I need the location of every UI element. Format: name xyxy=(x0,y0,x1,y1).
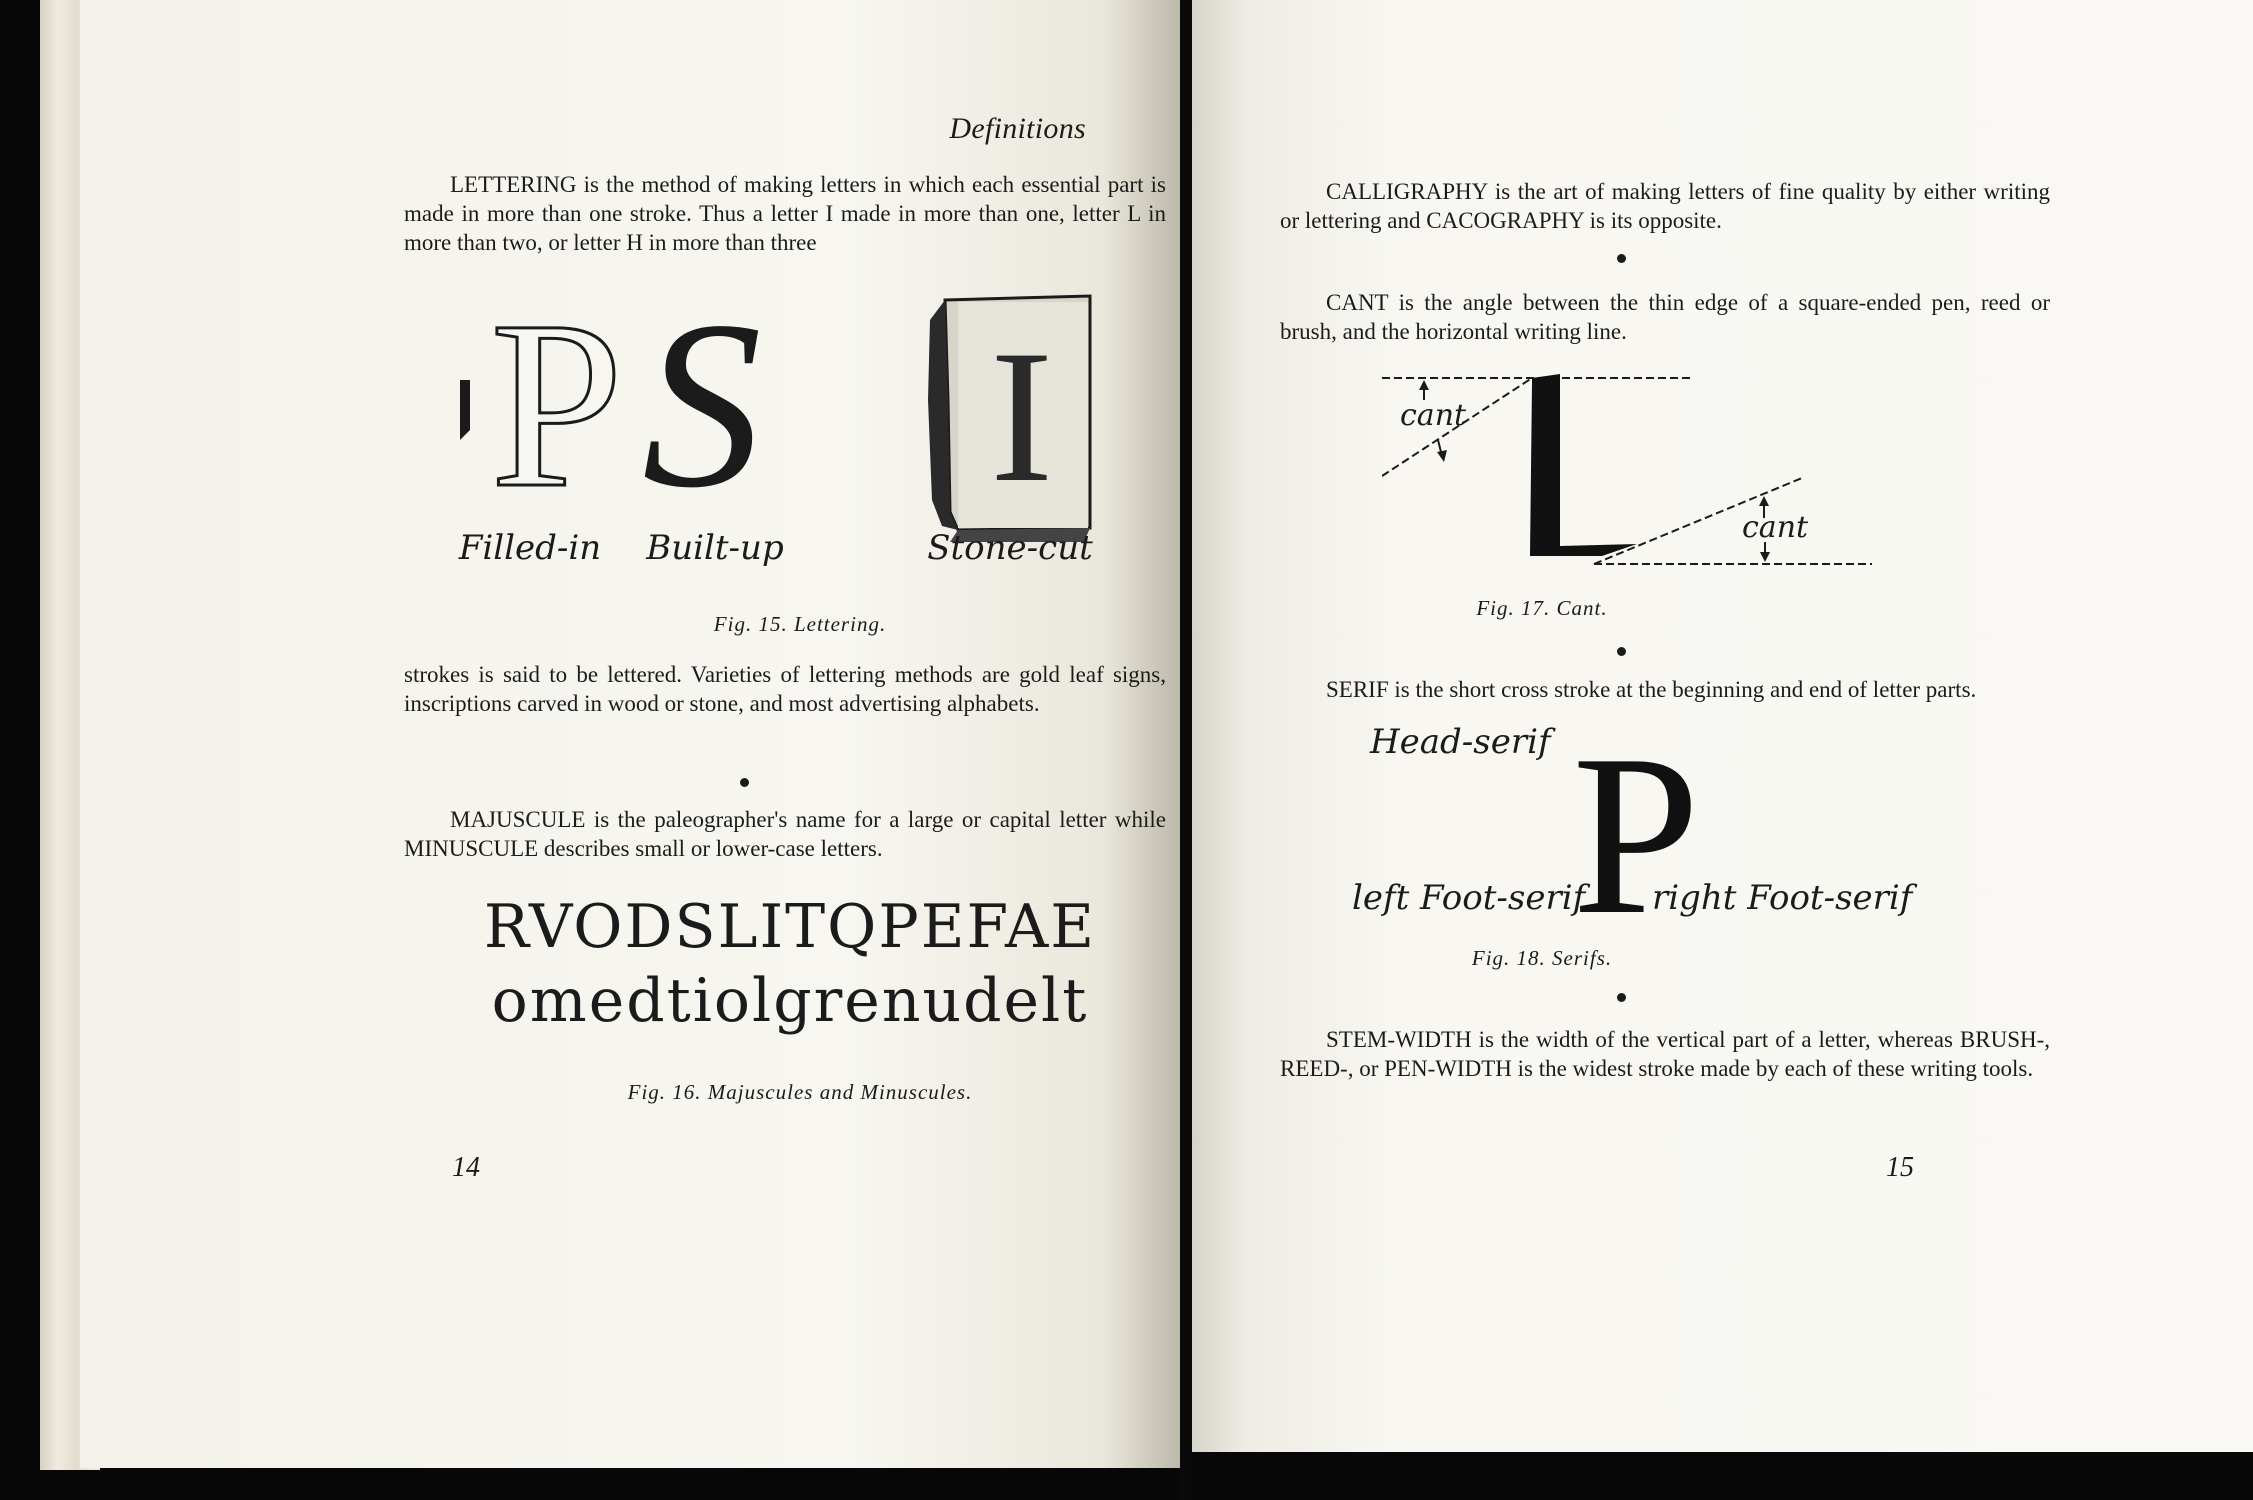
right-page xyxy=(1192,0,2253,1452)
lettering-paragraph-1: LETTERING is the method of making letters in which each essential part is made in more than one stroke. Thus a letter I made in more than one, letter L in more than two, or letter H in more than three xyxy=(404,172,1166,255)
label-cant-top: cant xyxy=(1400,398,1467,433)
label-built-up: Built-up xyxy=(646,528,784,568)
minuscule-sample: omedtiolgrenudelt xyxy=(491,966,1089,1036)
figure-15-lettering xyxy=(430,280,1150,600)
figure-15-caption: Fig. 15. Lettering. xyxy=(713,612,887,636)
figure-18-serifs xyxy=(1352,722,2062,922)
majuscule-sample: RVODSLITQPEFAE xyxy=(483,892,1097,962)
section-bullet xyxy=(1617,647,1626,656)
stone-cut-letter-i: I xyxy=(990,312,1054,522)
figure-17-cant xyxy=(1382,368,1872,578)
label-cant-bottom: cant xyxy=(1742,510,1809,545)
figure-18-caption: Fig. 18. Serifs. xyxy=(1471,946,1613,970)
section-bullet xyxy=(1617,993,1626,1002)
book-spine xyxy=(1180,0,1192,1500)
section-bullet xyxy=(1617,254,1626,263)
majuscule-paragraph: MAJUSCULE is the paleographer's name for a large or capital letter while MINUSCULE describes small or lower-case letters. xyxy=(404,807,1166,861)
section-bullet xyxy=(740,778,749,787)
label-filled-in: Filled-in xyxy=(458,528,602,568)
label-head-serif: Head-serif xyxy=(1370,722,1551,762)
left-page xyxy=(80,0,1180,1468)
stem-width-paragraph: STEM-WIDTH is the width of the vertical part of a letter, whereas BRUSH-, REED-, or PEN-WIDTH is the widest stroke made by each of these writing tools. xyxy=(1280,1027,2050,1081)
page-number-left: 14 xyxy=(452,1152,480,1183)
label-stone-cut: Stone-cut xyxy=(927,528,1093,568)
label-right-foot-serif: right Foot-serif xyxy=(1652,878,1913,918)
figure-16-caption: Fig. 16. Majuscules and Minuscules. xyxy=(627,1080,973,1104)
page-number-right: 15 xyxy=(1886,1152,1914,1183)
built-up-letter-s: S xyxy=(642,280,762,537)
lettering-paragraph-2: strokes is said to be lettered. Varieties of lettering methods are gold leaf signs, inscriptions carved in wood or stone, and most advertising alphabets. xyxy=(404,662,1166,716)
cant-paragraph: CANT is the angle between the thin edge of a square-ended pen, reed or brush, and the horizontal writing line. xyxy=(1280,290,2050,344)
fill-stroke-mark xyxy=(460,380,470,440)
running-head: Definitions xyxy=(949,112,1086,145)
label-left-foot-serif: left Foot-serif xyxy=(1352,878,1586,918)
serif-letter-p: P xyxy=(1572,722,1700,922)
filled-in-letter-p: P xyxy=(490,280,624,537)
serif-paragraph: SERIF is the short cross stroke at the beginning and end of letter parts. xyxy=(1326,677,1977,702)
figure-16-majuscules-minuscules xyxy=(410,890,1170,1038)
calligraphy-paragraph: CALLIGRAPHY is the art of making letters of fine quality by either writing or lettering and CACOGRAPHY is its opposite. xyxy=(1280,179,2050,233)
figure-17-caption: Fig. 17. Cant. xyxy=(1476,596,1608,620)
